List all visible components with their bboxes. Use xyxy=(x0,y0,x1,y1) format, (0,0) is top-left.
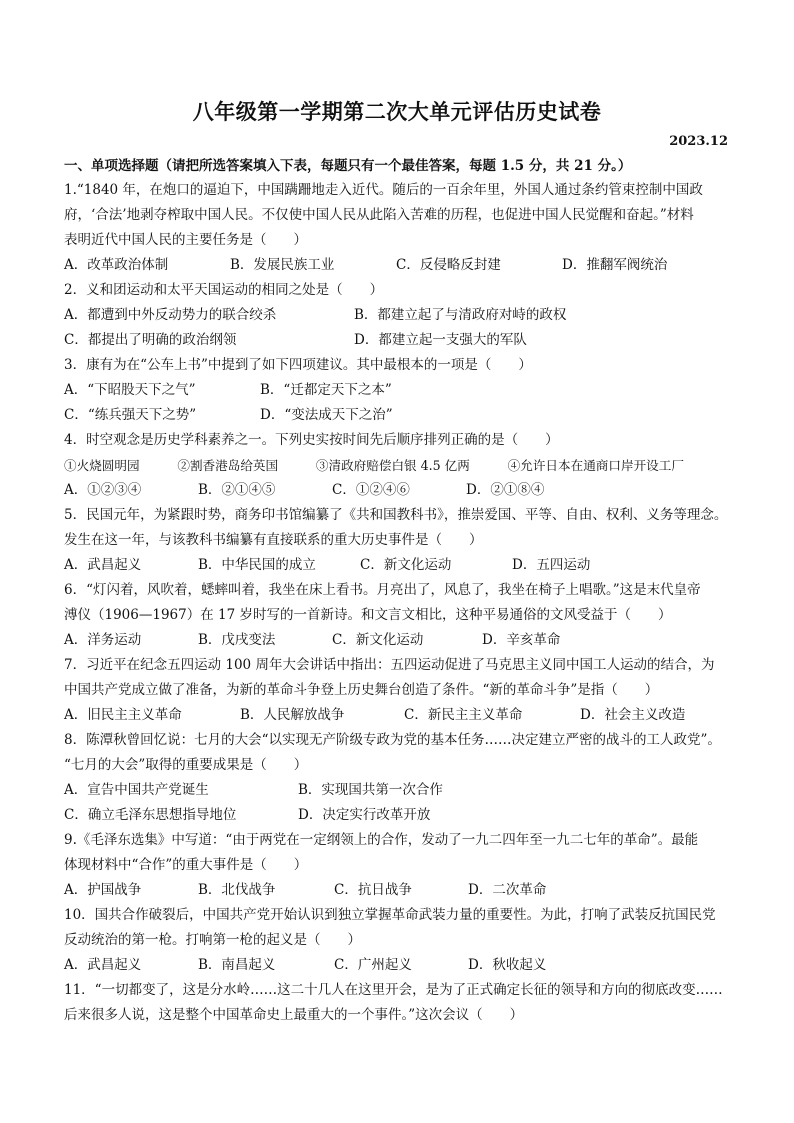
question-3 xyxy=(64,353,734,428)
question-text: 11．“一切都变了，这是分水岭……这二十几人在这里开会，是为了正式确定长征的领导和方向的彻底改变…… xyxy=(64,982,723,998)
option-a[interactable]: A．武昌起义 xyxy=(64,557,142,573)
question-text: 反动统治的第一枪。打响第一枪的起义是（ ） xyxy=(64,932,361,948)
option-d[interactable]: D．五四运动 xyxy=(512,557,591,573)
question-text: 府，‘合法’地剥夺榨取中国人民。不仅使中国人民从此陷入苦难的历程，也促进中国人民觉醒和奋起。”材料 xyxy=(64,207,694,223)
question-text: 10．国共合作破裂后，中国共产党开始认识到独立掌握革命武装力量的重要性。为此，打响了武装反抗国民党 xyxy=(64,907,716,923)
option-d[interactable]: D．决定实行改革开放 xyxy=(298,807,431,823)
question-text: 表明近代中国人民的主要任务是（ ） xyxy=(64,232,307,248)
options-row xyxy=(64,878,734,903)
option-a[interactable]: A．护国战争 xyxy=(64,882,142,898)
question-10 xyxy=(64,903,734,978)
option-d[interactable]: D．辛亥革命 xyxy=(482,632,561,648)
question-text: 溥仪（1906—1967）在 17 岁时写的一首新诗。和文言文相比，这种平易通俗的文风受益于（ ） xyxy=(64,607,672,623)
question-4 xyxy=(64,428,734,503)
option-c[interactable]: C．新民主主义革命 xyxy=(404,707,523,723)
question-text: ①火烧圆明园 ②割香港岛给英国 ③清政府赔偿白银 4.5 亿两 ④允许日本在通商口岸开设工厂 xyxy=(64,458,684,473)
question-11 xyxy=(64,978,734,1028)
options-row xyxy=(64,953,734,978)
option-d[interactable]: D．推翻军阀统治 xyxy=(562,257,668,273)
question-text: 2．义和团运动和太平天国运动的相同之处是（ ） xyxy=(64,282,384,298)
option-b[interactable]: B．戊戌变法 xyxy=(198,632,276,648)
question-9 xyxy=(64,828,734,903)
options-row xyxy=(64,553,734,578)
question-8 xyxy=(64,728,734,828)
option-b[interactable]: B．实现国共第一次合作 xyxy=(298,782,443,798)
option-a[interactable]: A．改革政治体制 xyxy=(64,257,169,273)
question-5 xyxy=(64,503,734,578)
option-b[interactable]: B．发展民族工业 xyxy=(230,257,335,273)
option-c[interactable]: C．都提出了明确的政治纲领 xyxy=(64,332,237,348)
question-text: 1.“1840 年，在炮口的逼迫下，中国蹒跚地走入近代。随后的一百余年里，外国人通过条约管束控制中国政 xyxy=(64,182,703,198)
option-c[interactable]: C．“练兵强天下之势” xyxy=(64,407,197,423)
option-c[interactable]: C．新文化运动 xyxy=(360,557,452,573)
question-text: 7．习近平在纪念五四运动 100 周年大会讲话中指出：五四运动促进了马克思主义同中国工人运动的结合，为 xyxy=(64,657,715,673)
option-b[interactable]: B．中华民国的成立 xyxy=(198,557,316,573)
option-b[interactable]: B．北伐战争 xyxy=(198,882,276,898)
question-6 xyxy=(64,578,734,653)
question-text: 4．时空观念是历史学科素养之一。下列史实按时间先后顺序排列正确的是（ ） xyxy=(64,432,559,448)
option-c[interactable]: C．抗日战争 xyxy=(334,882,412,898)
option-b[interactable]: B．“迁都定天下之本” xyxy=(260,382,392,398)
option-b[interactable]: B．都建立起了与清政府对峙的政权 xyxy=(354,307,567,323)
option-b[interactable]: B．人民解放战争 xyxy=(240,707,345,723)
question-list xyxy=(64,178,734,1028)
options-row xyxy=(64,628,734,653)
options-row xyxy=(64,328,734,353)
section-heading: 一、单项选择题（请把所选答案填入下表，每题只有一个最佳答案，每题 1.5 分，共 21 分。） xyxy=(64,158,632,174)
options-row xyxy=(64,378,734,403)
question-text: 发生在这一年，与该教科书编纂有直接联系的重大历史事件是（ ） xyxy=(64,532,483,548)
question-text: “七月的大会”取得的重要成果是（ ） xyxy=(64,757,308,773)
option-c[interactable]: C．广州起义 xyxy=(334,957,412,973)
option-a[interactable]: A．武昌起义 xyxy=(64,957,142,973)
option-b[interactable]: B．②①④⑤ xyxy=(198,482,276,498)
question-text: 中国共产党成立做了准备，为新的革命斗争登上历史舞台创造了条件。“新的革命斗争”是指（ ） xyxy=(64,682,659,698)
question-text: 体现材料中“合作”的重大事件是（ ） xyxy=(64,857,308,873)
option-d[interactable]: D．秋收起义 xyxy=(468,957,547,973)
option-a[interactable]: A．洋务运动 xyxy=(64,632,142,648)
option-a[interactable]: A．都遭到中外反动势力的联合绞杀 xyxy=(64,307,277,323)
option-c[interactable]: C．反侵略反封建 xyxy=(396,257,501,273)
option-d[interactable]: D．“变法成天下之治” xyxy=(260,407,393,423)
exam-title: 八年级第一学期第二次大单元评估历史试卷 xyxy=(192,99,602,124)
options-row xyxy=(64,478,734,503)
option-d[interactable]: D．社会主义改造 xyxy=(580,707,686,723)
option-a[interactable]: A．“下昭股天下之气” xyxy=(64,382,196,398)
option-c[interactable]: C．①②④⑥ xyxy=(332,482,410,498)
question-7 xyxy=(64,653,734,728)
options-row xyxy=(64,778,734,803)
option-d[interactable]: D．二次革命 xyxy=(468,882,547,898)
options-row xyxy=(64,303,734,328)
options-row xyxy=(64,803,734,828)
question-text: 6．“灯闪着，风吹着，蟋蟀叫着，我坐在床上看书。月亮出了，风息了，我坐在椅子上唱歌。”这是末代皇帝 xyxy=(64,582,701,598)
option-a[interactable]: A．旧民主主义革命 xyxy=(64,707,182,723)
question-text: 9.《毛泽东选集》中写道：“由于两党在一定纲领上的合作，发动了一九二四年至一九二七年的革命”。最能 xyxy=(64,832,699,848)
options-row xyxy=(64,703,734,728)
question-1 xyxy=(64,178,734,278)
option-c[interactable]: C．确立毛泽东思想指导地位 xyxy=(64,807,237,823)
option-d[interactable]: D．②①⑧④ xyxy=(466,482,545,498)
question-2 xyxy=(64,278,734,353)
question-text: 5．民国元年，为紧跟时势，商务印书馆编纂了《共和国教科书》，推崇爱国、平等、自由、权利、义务等理念。 xyxy=(64,507,728,523)
question-text: 8．陈潭秋曾回忆说：七月的大会“以实现无产阶级专政为党的基本任务……决定建立严密的战斗的工人政党”。 xyxy=(64,732,721,748)
option-d[interactable]: D．都建立起一支强大的军队 xyxy=(354,332,527,348)
options-row xyxy=(64,403,734,428)
option-a[interactable]: A．宣告中国共产党诞生 xyxy=(64,782,209,798)
exam-date: 2023.12 xyxy=(669,134,728,149)
options-row xyxy=(64,253,734,278)
question-text: 后来很多人说，这是整个中国革命史上最重大的一个事件。”这次会议（ ） xyxy=(64,1007,524,1023)
option-b[interactable]: B．南昌起义 xyxy=(198,957,276,973)
option-c[interactable]: C．新文化运动 xyxy=(332,632,424,648)
question-text: 3．康有为在“公车上书”中提到了如下四项建议。其中最根本的一项是（ ） xyxy=(64,357,532,373)
option-a[interactable]: A．①②③④ xyxy=(64,482,142,498)
